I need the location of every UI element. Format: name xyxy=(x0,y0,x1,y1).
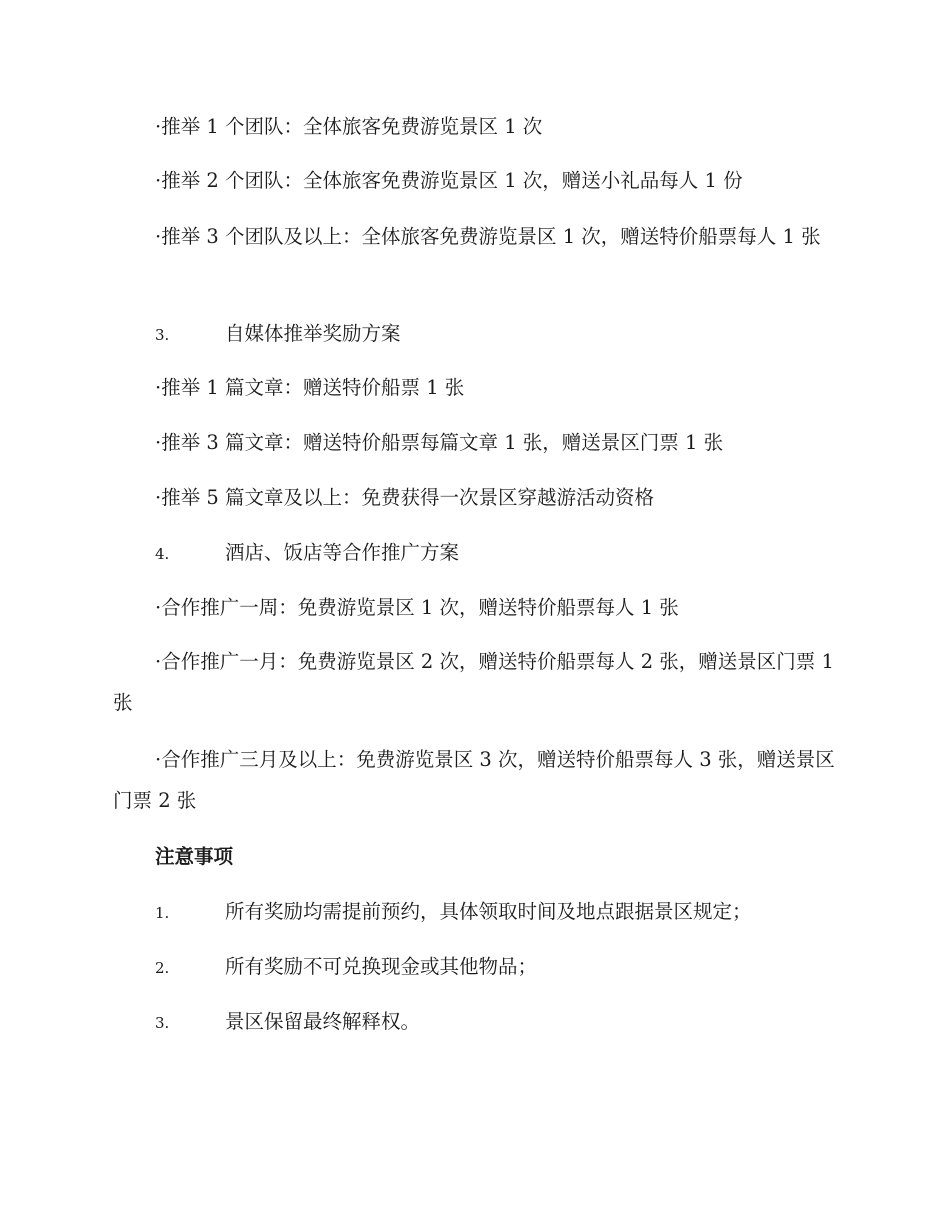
partner-reward-item-2: ·合作推广一月：免费游览景区 2 次，赠送特价船票每人 2 张，赠送景区门票 1 张 xyxy=(113,650,834,714)
note-3-text: 景区保留最终解释权。 xyxy=(225,1010,421,1033)
section-4-number: 4. xyxy=(155,545,170,563)
team-reward-item-2: ·推举 2 个团队：全体旅客免费游览景区 1 次，赠送小礼品每人 1 份 xyxy=(155,169,743,192)
section-4-title: 酒店、饭店等合作推广方案 xyxy=(225,541,460,564)
partner-reward-item-1: ·合作推广一周：免费游览景区 1 次，赠送特价船票每人 1 张 xyxy=(155,596,679,619)
note-3-number: 3. xyxy=(155,1014,170,1032)
note-2-text: 所有奖励不可兑换现金或其他物品； xyxy=(225,955,538,978)
note-item-3 xyxy=(155,1001,845,1044)
partner-reward-item-3: ·合作推广三月及以上：免费游览景区 3 次，赠送特价船票每人 3 张，赠送景区门票 2 张 xyxy=(113,748,835,812)
media-reward-item-3: ·推举 5 篇文章及以上：免费获得一次景区穿越游活动资格 xyxy=(155,486,655,509)
media-reward-item-1: ·推举 1 篇文章：赠送特价船票 1 张 xyxy=(155,376,465,399)
team-reward-item-1: ·推举 1 个团队：全体旅客免费游览景区 1 次 xyxy=(155,115,543,138)
note-2-number: 2. xyxy=(155,959,170,977)
section-3-heading xyxy=(155,313,845,356)
section-3-number: 3. xyxy=(155,326,170,344)
section-4-heading xyxy=(155,532,845,575)
media-reward-item-2: ·推举 3 篇文章：赠送特价船票每篇文章 1 张，赠送景区门票 1 张 xyxy=(155,431,724,454)
notes-heading: 注意事项 xyxy=(155,845,234,868)
note-item-1 xyxy=(155,891,845,934)
note-1-number: 1. xyxy=(155,904,170,922)
team-reward-item-3: ·推举 3 个团队及以上：全体旅客免费游览景区 1 次，赠送特价船票每人 1 张 xyxy=(155,225,821,248)
note-item-2 xyxy=(155,946,845,989)
section-3-title: 自媒体推举奖励方案 xyxy=(225,322,401,345)
note-1-text: 所有奖励均需提前预约，具体领取时间及地点跟据景区规定； xyxy=(225,900,752,923)
